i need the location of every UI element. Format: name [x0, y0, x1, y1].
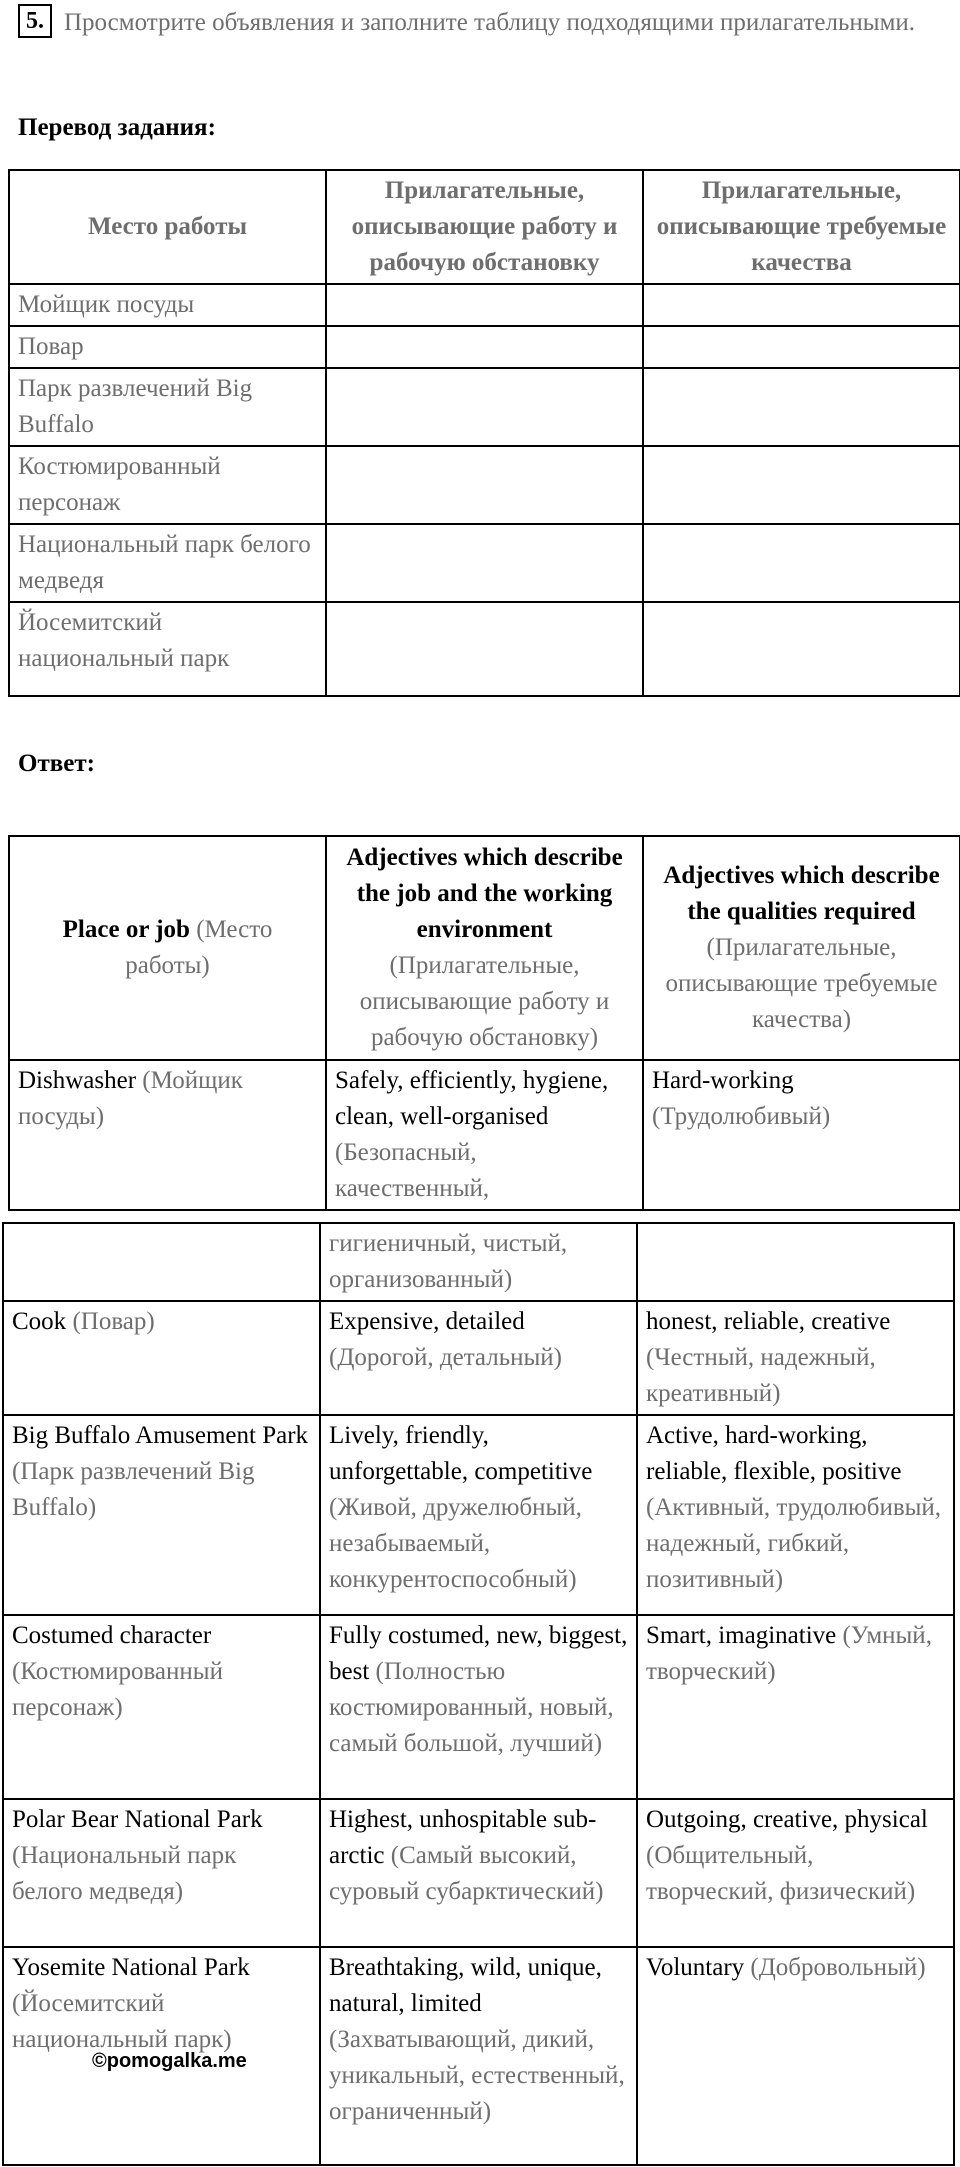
empty-cell [3, 1223, 320, 1301]
answer-job-cell [320, 1947, 637, 2165]
answer-qualities-cell [637, 1615, 954, 1799]
job-ru: (Живой, дружелюбный, незабываемый, конкурентоспособный) [329, 1494, 582, 1593]
answer-place-cell [3, 1799, 320, 1947]
answer-header-place [9, 836, 326, 1060]
empty-cell [326, 524, 643, 602]
job-en: Breathtaking, wild, unique, natural, limited [329, 1954, 602, 2017]
answer-qualities-cell [637, 1415, 954, 1615]
empty-cell [643, 446, 960, 524]
answer-job-cell [320, 1799, 637, 1947]
continuation-cell: гигиеничный, чистый, организованный) [320, 1223, 637, 1301]
empty-cell [643, 326, 960, 368]
place-ru: (Костюмированный персонаж) [12, 1658, 223, 1721]
translation-table [8, 169, 960, 697]
qual-ru: (Честный, надежный, креативный) [646, 1344, 876, 1407]
job-ru: (Полностью костюмированный, новый, самый большой, лучший) [329, 1658, 614, 1757]
qual-en: Voluntary [646, 1954, 745, 1981]
place-en: Dishwasher [18, 1067, 137, 1094]
empty-cell [643, 284, 960, 326]
qual-ru: (Добровольный) [750, 1954, 926, 1981]
empty-cell [326, 446, 643, 524]
task-text: Просмотрите объявления и заполните таблицу подходящими прилагательными. [64, 9, 916, 36]
answer-place-cell [3, 1415, 320, 1615]
translation-row-label: Повар [9, 326, 326, 368]
qual-ru: (Общительный, творческий, физический) [646, 1842, 916, 1905]
answer-job-cell [320, 1415, 637, 1615]
qual-en: Hard-working [652, 1067, 794, 1094]
place-en: Yosemite National Park [12, 1954, 250, 1981]
answer-qualities-cell [643, 1060, 960, 1210]
answer-place-cell [3, 1615, 320, 1799]
place-ru: (Национальный парк белого медведя) [12, 1842, 237, 1905]
job-ru: (Дорогой, детальный) [329, 1344, 563, 1371]
header-en: Adjectives which describe the job and the working environment [346, 844, 623, 943]
job-en: Fully costumed, new, biggest, best [329, 1622, 628, 1685]
answer-header-qualities [643, 836, 960, 1060]
header-en: Adjectives which describe the qualities required [663, 862, 940, 925]
answer-qualities-cell [637, 1301, 954, 1415]
task-statement [18, 4, 938, 41]
watermark: ©pomogalka.me [92, 2050, 247, 2072]
header-ru: (Место работы) [125, 916, 273, 979]
place-ru: (Парк развлечений Big Buffalo) [12, 1458, 255, 1521]
empty-cell [326, 284, 643, 326]
empty-cell [326, 326, 643, 368]
empty-cell [637, 1223, 954, 1301]
answer-job-cell [320, 1301, 637, 1415]
qual-en: Active, hard-working, reliable, flexible, positive [646, 1422, 902, 1485]
answer-place-cell [3, 1301, 320, 1415]
place-ru: (Мойщик посуды) [18, 1067, 243, 1130]
empty-cell [326, 368, 643, 446]
job-ru: (Захватывающий, дикий, уникальный, естественный, ограниченный) [329, 2026, 625, 2125]
place-en: Big Buffalo Amusement Park [12, 1422, 309, 1449]
empty-cell [326, 602, 643, 696]
answer-header-job [326, 836, 643, 1060]
answer-qualities-cell [637, 1947, 954, 2165]
translation-row-label: Национальный парк белого медведя [9, 524, 326, 602]
answer-job-cell [326, 1060, 643, 1210]
translation-row-label: Мойщик посуды [9, 284, 326, 326]
job-en: Expensive, detailed [329, 1308, 525, 1335]
header-en: Place or job [62, 916, 190, 943]
translation-heading: Перевод задания: [18, 114, 216, 141]
translation-header-place: Место работы [9, 170, 326, 284]
place-ru: (Повар) [72, 1308, 155, 1335]
translation-row-label: Костюмированный персонаж [9, 446, 326, 524]
qual-en: Smart, imaginative [646, 1622, 837, 1649]
answer-job-cell [320, 1615, 637, 1799]
translation-row-label: Парк развлечений Big Buffalo [9, 368, 326, 446]
place-en: Polar Bear National Park [12, 1806, 263, 1833]
job-ru: (Безопасный, качественный, [335, 1139, 490, 1202]
place-ru: (Йосемитский национальный парк) [12, 1990, 232, 2053]
job-en: Safely, efficiently, hygiene, clean, well-organised [335, 1067, 609, 1130]
qual-ru: (Умный, творческий) [646, 1622, 932, 1685]
translation-header-qualities: Прилагательные, описывающие требуемые качества [643, 170, 960, 284]
qual-ru: (Активный, трудолюбивый, надежный, гибкий, позитивный) [646, 1494, 942, 1593]
answer-table-part-1 [8, 835, 960, 1211]
answer-table-part-2 [2, 1222, 955, 2166]
answer-heading: Ответ: [18, 750, 95, 777]
empty-cell [643, 524, 960, 602]
header-ru: (Прилагательные, описывающие работу и рабочую обстановку) [359, 952, 610, 1051]
qual-en: Outgoing, creative, physical [646, 1806, 928, 1833]
empty-cell [643, 602, 960, 696]
header-ru: (Прилагательные, описывающие требуемые качества) [665, 934, 938, 1033]
job-en: Lively, friendly, unforgettable, competitive [329, 1422, 593, 1485]
translation-header-job: Прилагательные, описывающие работу и рабочую обстановку [326, 170, 643, 284]
place-en: Cook [12, 1308, 67, 1335]
job-en: Highest, unhospitable sub-arctic [329, 1806, 597, 1869]
qual-ru: (Трудолюбивый) [652, 1103, 831, 1130]
empty-cell [643, 368, 960, 446]
job-ru: (Самый высокий, суровый субарктический) [329, 1842, 604, 1905]
answer-qualities-cell [637, 1799, 954, 1947]
answer-place-cell [9, 1060, 326, 1210]
task-number: 5. [18, 4, 52, 38]
translation-row-label: Йосемитский национальный парк [9, 602, 326, 696]
qual-en: honest, reliable, creative [646, 1308, 891, 1335]
place-en: Costumed character [12, 1622, 212, 1649]
